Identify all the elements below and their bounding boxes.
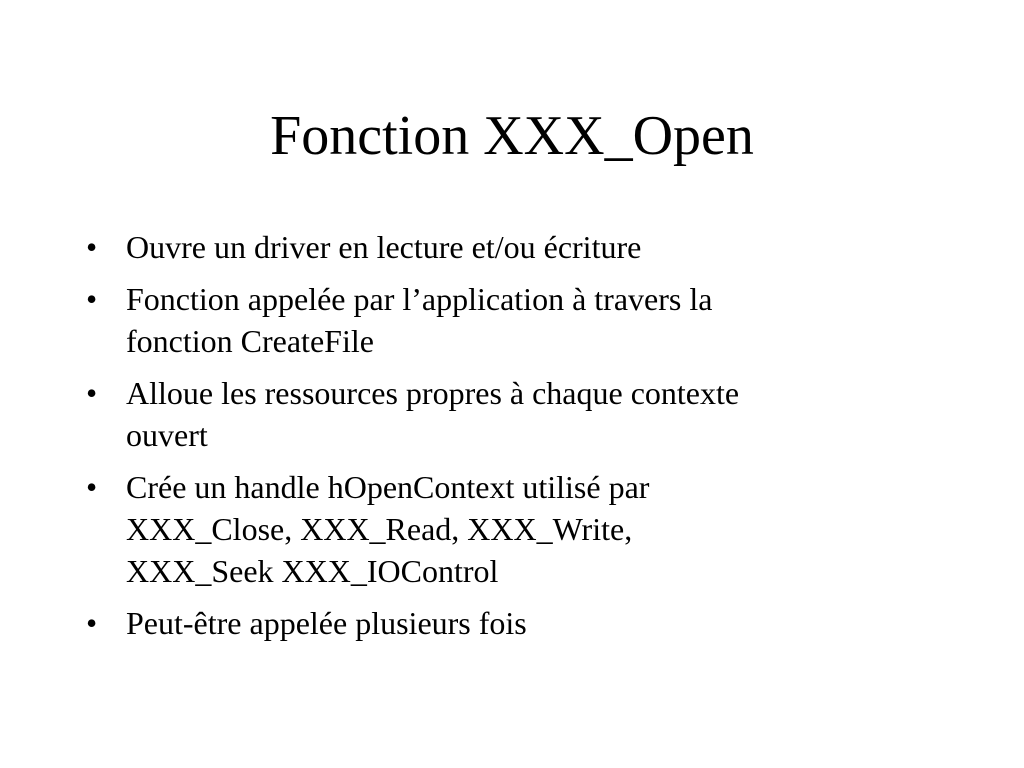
bullet-item xyxy=(86,226,946,268)
bullet-item xyxy=(86,372,946,456)
bullet-text: Alloue les ressources propres à chaque contexte xyxy=(126,375,740,411)
bullet-item xyxy=(86,602,946,644)
bullet-text: Ouvre un driver en lecture et/ou écriture xyxy=(126,229,642,265)
bullet-text: fonction CreateFile xyxy=(126,323,374,359)
bullet-marker: • xyxy=(86,469,98,505)
bullet-marker: • xyxy=(86,281,98,317)
bullet-text: Fonction appelée par l’application à travers la xyxy=(126,281,713,317)
bullet-marker: • xyxy=(86,229,98,265)
bullet-marker: • xyxy=(86,605,98,641)
slide-title: Fonction XXX_Open xyxy=(270,105,754,167)
bullet-text: Peut-être appelée plusieurs fois xyxy=(126,605,527,641)
bullet-text: Crée un handle hOpenContext utilisé par xyxy=(126,469,650,505)
bullet-marker: • xyxy=(86,375,98,411)
bullet-text: XXX_Seek XXX_IOControl xyxy=(126,553,499,589)
bullet-list xyxy=(86,226,946,654)
bullet-text: XXX_Close, XXX_Read, XXX_Write, xyxy=(126,511,633,547)
bullet-text: ouvert xyxy=(126,417,208,453)
bullet-item xyxy=(86,466,946,592)
bullet-item xyxy=(86,278,946,362)
